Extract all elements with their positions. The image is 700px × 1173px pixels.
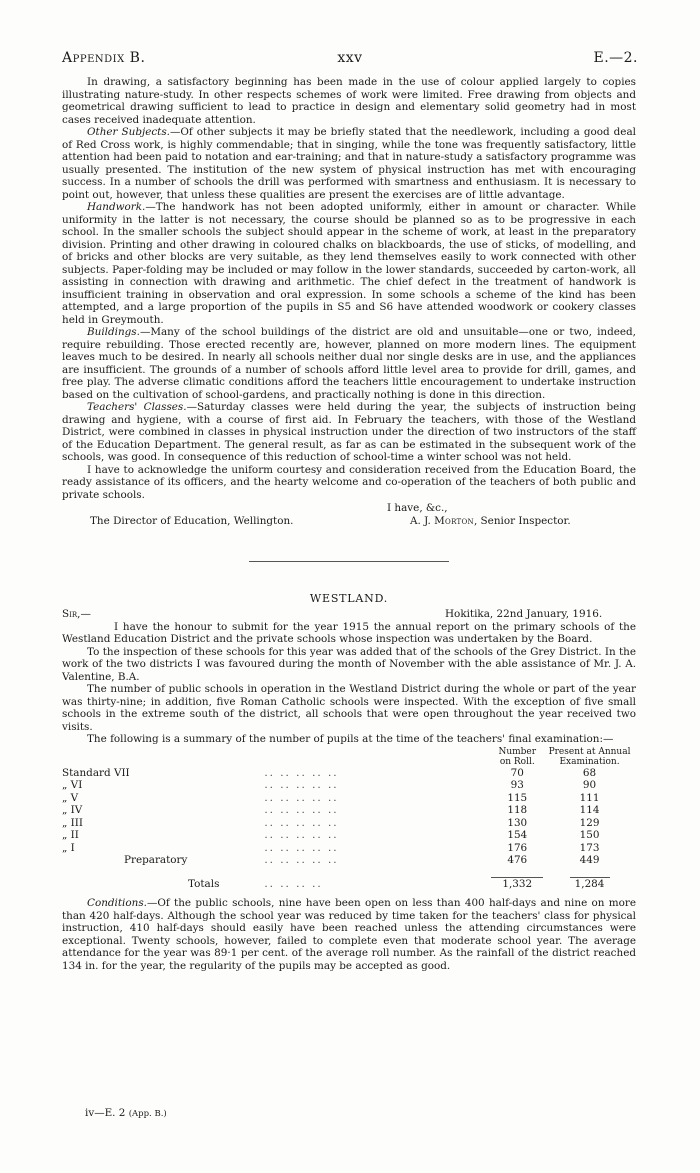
paragraph-conditions: Conditions.—Of the public schools, nine have been open on less than 400 half-days and nine on more than 420 half-days. Although the school year was reduced by time taken for the teachers' class for physical instruction, 410 half-days should easily have been reached unless the attending circumstances were exceptional. Twenty schools, however, failed to complete even that moderate school year. The average attendance for the year was 89·1 per cent. of the average roll number. As the rainfall of the district reached 134 in. for the year, the regularity of the pupils may be accepted as good. (62, 897, 636, 972)
paragraph-teachers-classes: Teachers' Classes.—Saturday classes were held during the year, the subjects of instruction being drawing and hygiene, with a course of first aid. In February the teachers, with those of the Westland District, were combined in classes in physical instruction under the direction of two instructors of the staff of the Education Department. The general result, as far as can be estimated in the subsequent work of the schools, was good. In consequence of this reduction of school-time a winter school was not held. (62, 401, 636, 463)
paragraph-handwork: Handwork.—The handwork has not been adopted uniformly, either in amount or character. While uniformity in the latter is not necessary, the course should be planned so as to be progressive in each school. In the smaller schools the subject should appear in the scheme of work, at least in the preparatory division. Printing and other drawing in coloured chalks on blackboards, the use of sticks, of modelling, and of bricks and other blocks are very suitable, as they lend themselves easily to work connected with other subjects. Paper-folding may be included or may follow in the lower standards, succeeded by carton-work, all assisting in connection with drawing and arithmetic. The chief defect in the treatment of handwork is insufficient training in observation and oral expression. In some schools a scheme of the kind has been attempted, and a large proportion of the pupils in S5 and S6 have attended woodwork or cookery classes held in Greymouth. (62, 201, 636, 326)
table-row: Preparatory .. .. .. .. .. 476 449 (124, 854, 600, 866)
table-row: „ II .. .. .. .. .. 154 150 (62, 829, 600, 841)
pupil-summary-table (62, 747, 636, 891)
total-roll: 1,332 (491, 867, 543, 891)
header-page-number: xxv (337, 50, 363, 66)
table-row: „ I .. .. .. .. .. 176 173 (62, 841, 600, 854)
paragraph-drawing: In drawing, a satisfactory beginning has been made in the use of colour applied largely to copies illustrating nature-study. In other respects schemes of work were limited. Free drawing from objects and geometrical drawing sufficient to lead to practice in design and elementary solid geometry had in most cases received inadequate attention. (62, 76, 636, 126)
signoff-block (62, 502, 636, 527)
header-series: E.—2. (593, 50, 638, 66)
table-row: „ IV .. .. .. .. .. 118 114 (62, 804, 600, 816)
signoff-signature: A. J. Morton, Senior Inspector. (410, 515, 571, 527)
table-row: „ III .. .. .. .. .. 130 129 (62, 816, 600, 829)
paragraph-inspection: To the inspection of these schools for this year was added that of the schools of the Grey District. In the work of the two districts I was favoured during the month of November with the able assistance of Mr. J. A. Valentine, B.A. (62, 645, 636, 683)
column-header-present: Present at Annual Examination. (548, 746, 631, 767)
paragraph-intro: I have the honour to submit for the year 1915 the annual report on the primary schools of the Westland Education District and the private schools whose inspection was undertaken by the Board. (62, 620, 636, 645)
westland-paragraphs (62, 621, 636, 746)
signoff-addressee: The Director of Education, Wellington. (90, 515, 294, 527)
total-present: 1,284 (543, 867, 636, 891)
subheading-handwork: Handwork. (87, 201, 146, 213)
running-header (62, 50, 638, 70)
table-row: „ VI .. .. .. .. .. 93 90 (62, 779, 597, 791)
paragraph-other-subjects: Other Subjects.—Of other subjects it may be briefly stated that the needlework, including a good deal of Red Cross work, is highly commendable; that in singing, while the tone was frequently satisfactory, little attention had been paid to notation and ear-training; and that in nature-study a satisfactory programme was usually presented. The institution of the new system of physical instruction has met with encouraging success. In a number of schools the drill was performed with smartness and enthusiasm. It is necessary to point out, however, that unless these qualities are present the exercises are of little advantage. (62, 126, 636, 201)
paragraph-acknowledgement: I have to acknowledge the uniform courtesy and consideration received from the Education Board, the ready assistance of its officers, and the hearty welcome and co-operation of the teachers of both public and private schools. (62, 463, 636, 501)
subheading-conditions: Conditions. (87, 897, 147, 909)
section-title-westland: WESTLAND. (309, 592, 389, 605)
header-appendix: Appendix B. (62, 50, 146, 66)
subheading-other-subjects: Other Subjects. (87, 126, 170, 138)
table-row: Standard VII .. .. .. .. .. 70 68 (62, 766, 597, 779)
salutation-line (62, 608, 636, 621)
table-header-row (62, 747, 636, 767)
subheading-buildings: Buildings. (87, 326, 140, 338)
report-body (62, 76, 636, 972)
subheading-teachers-classes: Teachers' Classes. (87, 401, 187, 413)
table-row: „ V .. .. .. .. .. 115 111 (62, 791, 600, 804)
salutation: Sir,— (62, 607, 91, 620)
paragraph-summary-intro: The following is a summary of the number of pupils at the time of the teachers' final examination:— (87, 733, 614, 745)
paragraph-school-count: The number of public schools in operation in the Westland District during the whole or part of the year was thirty-nine; in addition, five Roman Catholic schools were inspected. With the exception of five small schools in the extreme south of the district, all schools that were open throughout the year received two visits. (62, 683, 636, 733)
printer-signature: iv—E. 2 (App. B.) (85, 1107, 167, 1119)
column-header-roll: Number on Roll. (498, 746, 537, 767)
grey-report-paragraphs (62, 76, 636, 501)
signoff-greeting: I have, &c., (387, 502, 448, 514)
table-totals-row: Totals .. .. .. .. 1,332 1,284 (62, 867, 636, 891)
place-date: Hokitika, 22nd January, 1916. (445, 607, 603, 620)
section-divider (249, 561, 449, 562)
paragraph-buildings: Buildings.—Many of the school buildings of the district are old and unsuitable—one or two, indeed, require rebuilding. Those erected recently are, however, planned on more modern lines. The equipment leaves much to be desired. In nearly all schools neither dual nor single desks are in use, and the appliances are insufficient. The grounds of a number of schools afford little level area to provide for drill, games, and free play. The adverse climatic conditions afford the teachers little encouragement to undertake instruction based on the cultivation of school-gardens, and practically nothing is done in this direction. (62, 326, 636, 401)
